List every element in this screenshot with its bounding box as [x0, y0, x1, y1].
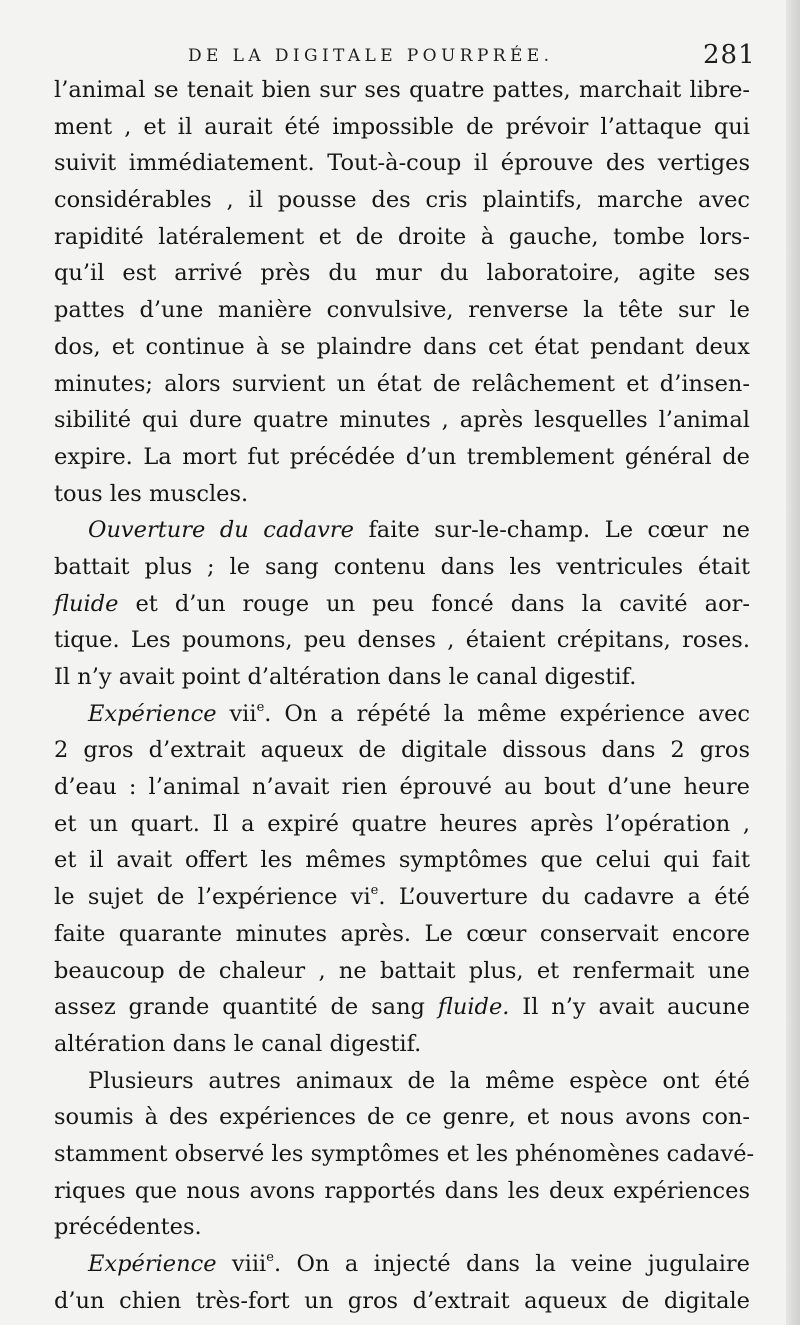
text-line: [54, 1136, 755, 1173]
italic-text: Expérience: [88, 700, 217, 727]
text-line: [54, 1099, 750, 1136]
text-line: [54, 219, 750, 256]
text-line: [54, 109, 750, 146]
text-segment: et un quart. Il a expiré quatre heures après l’opération ,: [54, 810, 750, 837]
text-segment: . On a répété la même expérience avec: [264, 700, 750, 727]
text-line: [54, 1283, 750, 1320]
text-line: [54, 1173, 750, 1210]
superscript: e: [266, 1250, 274, 1265]
text-segment: considérables , il pousse des cris plaintifs, marche avec: [54, 187, 750, 214]
text-line: [54, 1063, 750, 1100]
page-edge-shadow: [786, 0, 800, 1325]
text-line: [54, 329, 750, 366]
text-segment: suivit immédiatement. Tout-à-coup il éprouve des vertiges: [54, 150, 750, 177]
text-line: [54, 512, 750, 549]
text-segment: . On a injecté dans la veine jugulaire: [273, 1251, 750, 1277]
text-segment: faite quarante minutes après. Le cœur conservait encore: [54, 920, 750, 947]
page-number: 281: [703, 40, 756, 70]
text-line: [54, 879, 750, 916]
text-segment: tique. Les poumons, peu denses , étaient crépitans, roses.: [54, 627, 750, 654]
superscript: e: [256, 699, 265, 715]
text-segment: sibilité qui dure quatre minutes , après lesquelles l’animal: [54, 407, 750, 434]
text-line: [54, 439, 750, 476]
text-segment: . L’ouverture du cadavre a été: [378, 884, 750, 911]
text-segment: Il n’y avait point d’altération dans le canal digestif.: [54, 664, 637, 690]
text-segment: et il avait offert les mêmes symptômes que celui qui fait: [54, 847, 750, 874]
italic-text: Ouverture du cadavre: [88, 517, 354, 544]
text-segment: riques que nous avons rapportés dans les deux expériences: [54, 1177, 750, 1204]
text-line: [54, 989, 750, 1026]
text-line: [54, 366, 750, 403]
text-line: [54, 145, 750, 182]
text-line: [54, 255, 750, 292]
text-segment: Plusieurs autres animaux de la même espèce ont été: [88, 1067, 750, 1094]
text-line: [54, 476, 750, 513]
text-segment: expire. La mort fut précédée d’un tremblement général de: [54, 443, 750, 470]
italic-text: Expérience: [88, 1251, 217, 1277]
text-segment: Il n’y avait aucune: [509, 994, 750, 1021]
text-segment: stamment observé les symptômes et les phénomènes cadavé-: [54, 1140, 755, 1167]
text-line: [54, 1026, 750, 1063]
text-line: [54, 586, 750, 623]
text-segment: rapidité latéralement et de droite à gauche, tombe lors-: [54, 223, 750, 250]
text-line: [54, 659, 750, 696]
text-line: [54, 1246, 750, 1283]
text-segment: pattes d’une manière convulsive, renverse la tête sur le: [54, 297, 750, 324]
text-segment: assez grande quantité de sang: [54, 994, 438, 1021]
text-segment: battait plus ; le sang contenu dans les ventricules était: [54, 553, 750, 580]
text-line: [54, 402, 750, 439]
text-segment: d’un chien très-fort un gros d’extrait aqueux de digitale: [54, 1287, 750, 1314]
text-line: [54, 953, 750, 990]
text-line: [54, 622, 750, 659]
text-segment: et d’un rouge un peu foncé dans la cavité aor-: [118, 590, 750, 617]
text-line: [54, 732, 750, 769]
text-segment: précédentes.: [54, 1214, 202, 1241]
text-segment: tous les muscles.: [54, 480, 249, 507]
italic-text: fluide: [54, 590, 119, 617]
text-segment: 2 gros d’extrait aqueux de digitale dissous dans 2 gros: [54, 737, 750, 764]
text-segment: soumis à des expériences de ce genre, et nous avons con-: [54, 1104, 750, 1131]
text-segment: dos, et continue à se plaindre dans cet état pendant deux: [54, 333, 750, 360]
text-segment: vii: [216, 700, 257, 727]
text-segment: minutes; alors survient un état de relâchement et d’insen-: [54, 370, 750, 397]
body-text: [54, 72, 755, 1319]
text-segment: l’animal se tenait bien sur ses quatre pattes, marchait libre-: [54, 77, 750, 103]
text-segment: faite sur-le-champ. Le cœur ne: [353, 517, 750, 544]
text-line: [54, 769, 750, 806]
text-line: [54, 916, 750, 953]
text-segment: qu’il est arrivé près du mur du laboratoire, agite ses: [54, 260, 750, 287]
text-segment: beaucoup de chaleur , ne battait plus, et renfermait une: [54, 957, 750, 984]
text-line: [54, 1209, 750, 1246]
text-line: [54, 842, 750, 879]
text-line: [54, 806, 750, 843]
text-line: [54, 292, 750, 329]
text-segment: viii: [216, 1251, 267, 1277]
text-segment: le sujet de l’expérience vi: [54, 884, 371, 911]
italic-text: fluide.: [437, 994, 510, 1021]
text-segment: d’eau : l’animal n’avait rien éprouvé au bout d’une heure: [54, 774, 750, 801]
text-segment: ment , et il aurait été impossible de prévoir l’attaque qui: [54, 113, 750, 140]
superscript: e: [370, 883, 379, 899]
text-segment: altération dans le canal digestif.: [54, 1030, 422, 1057]
text-line: [54, 549, 750, 586]
text-line: [54, 696, 750, 733]
text-line: [54, 72, 750, 109]
running-title: DE LA DIGITALE POURPRÉE.: [188, 46, 554, 66]
text-line: [54, 182, 750, 219]
